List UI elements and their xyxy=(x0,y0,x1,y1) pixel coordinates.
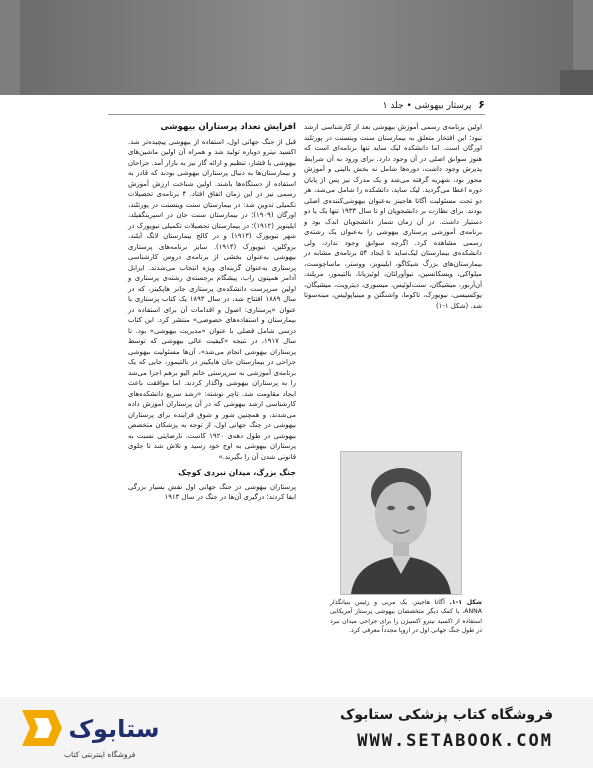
portrait-illustration xyxy=(341,452,461,594)
top-banner xyxy=(0,0,593,95)
logo-subtitle: فروشگاه اینترنتی کتاب xyxy=(64,750,136,759)
running-title: پرستار بیهوشی • جلد ۱ xyxy=(382,101,472,111)
page-number: ۶ xyxy=(478,98,485,111)
banner-shading xyxy=(20,0,573,95)
body-paragraph: پرستاران بیهوشی در جنگ جهانی اول نقش بسیار بزرگی ایفا کردند؛ درگیری آن‌ها در جنگ در سال ۱۹۱۳ xyxy=(128,482,296,501)
chapter-tab xyxy=(560,70,593,95)
caption-label: شکل ۱-۱. xyxy=(449,599,482,606)
shop-name: فروشگاه کتاب پزشکی ستابوک xyxy=(340,707,553,723)
logo-mark xyxy=(18,706,168,750)
header-rule xyxy=(108,114,485,115)
body-paragraph: قبل از جنگ جهانی اول، استفاده از بیهوشی پیچیده‌تر شد. اکسید نیترو دوباره تولید شد و همراه آن اولین ماشین‌های بیهوشی با فشار، تنظیم و ارائه گاز نیز به بازار آمد. جراحان و بیمارستان‌ها به دنبال پرستاران بیهوشی بودند که قادر به استفاده از دستگاه‌ها باشند. اولین شناخت ارزش آموزش رسمی نیز در این زمان اتفاق افتاد. ۴ برنامه‌ی تحصیلات تکمیلی تدوین شد: در بیمارستان سنت وینسنت در پورتلند، اورگان (۱۹۰۹)؛ در بیمارستان سنت جان در اسپرینگفیلد، ایلینویز (۱۹۱۲)؛ در بیمارستان تحصیلات تکمیلی نیویورک در شهر نیویورک (۱۹۱۳) و در کالج بیمارستان لانگ آیلند، بروکلین، نیویورک (۱۹۱۴). سایر برنامه‌های پرستاری بیهوشی به‌عنوان بخشی از برنامه‌ی دروس کارشناسی پرستاری به‌عنوان گزینه‌ای ویژه انتخاب می‌شدند. ایزابل آدامز همپتون راب، پیشگام برجسته‌ی رشته‌ی پرستاری و اولین سرپرست دانشکده‌ی پرستاری جانز هاپکینز، که در سال ۱۸۸۹ افتتاح شد، در سال ۱۸۹۳ یک کتاب پرستاری با عنوان «پرستاری: اصول و اقدامات آن برای استفاده در بیمارستان و استفاده‌های خصوصی» منتشر کرد. این کتاب درسی شامل فصلی با عنوان «مدیریت بیهوشی» بود. تا سال ۱۹۱۷، در نتیجه «کیفیت عالی بیهوشی که توسط پرستاران بیهوشی انجام می‌شد»، آن‌ها مسئولیت بیهوشی جراحی در بیمارستان جان هاپکینز در بالتیمور، جایی که یک برنامه‌ی آموزشی به سرپرستی خانم الیو برهم اجرا می‌شد را به پرستاران بیهوشی واگذار کردند. اما موافقت باعث ایجاد مقاومت شد. تاچر نوشته: «رشد سریع دانشکده‌های کارشناسی ارشد بیهوشی که در آن پرستاران آموزش داده می‌شدند، و همچنین شور و شوق فزاینده برای پرستاران بیهوشی در جنگ جهانی اول، از توجه به پزشکان متخصص بیهوشی در طول دهه‌ی ۱۹۲۰ کاست. نارضایتی نسبت به پرستاران بیهوشی به اوج خود رسید و تلاش شد تا جلوی قانونی شدن آن را بگیرند.» xyxy=(128,137,297,461)
portrait-photo xyxy=(340,451,462,595)
body-paragraph: اولین برنامه‌ی رسمی آموزش بیهوشی بعد از کارشناسی ارشد نبود؛ این افتخار متعلق به بیمارستان سنت وینسنت در پورتلند اورگان است. اما دانشکده لیک ساید تنها برنامه‌ای است که هنوز سوابق اصلی در آن وجود دارد. برای ورود به آن شرایط پذیرش وجود داشت، دوره‌ها شامل نه بخش بالینی و آموزش محور بود، شهریه گرفته می‌شد و یک مدرک نیز پس از پایان دوره اعطا می‌گردید. لیک ساید، دانشکده را شامل می‌شد، هر دو تحت مسئولیت آگاتا هاجینز به‌عنوان بیهوشی‌کننده‌ی اصلی بودند. برای نظارت بر دانشجویان او تا سال ۱۹۳۳ تنها یک یا دو دستیار داشت. در آن زمان شمار دانشجویان اندک بود و برنامه‌ی آموزشی پرستاری بیهوشی را به‌عنوان یک رشته‌ی رسمی مشاهده کرد. اگرچه سوابق وجود ندارد، ولی دانشکده‌ی بیمارستان لیک‌ساید تا ایجاد ۵۴ برنامه‌ی مشابه در بیمارستان‌های بزرگ شیکاگو، ایلینویز، ووستر، ماساچوست، میلواکی، ویسکانسین، نیوآورلئان، لوئیزیانا، بالتیمور، مریلند، آن‌آربور، میشیگان، سنت‌لوئیس، میسوری، دیترویت، میشیگان، پوکسیسی، نیویورک، تاکوما، واشنگتن و مینیاپولیس، مینه‌سوتا شد. (شکل ۱-۱) xyxy=(304,123,482,310)
logo-wordmark: ستابوک xyxy=(68,715,160,743)
shop-url[interactable]: WWW.SETABOOK.COM xyxy=(357,731,553,751)
running-header xyxy=(108,98,485,112)
right-column xyxy=(304,122,482,311)
caption-text: آگاتا هاجینز، یک مربی و رئیس بنیانگذار ANNA، با کمک دیگر متخصصان بیهوشی پرستار آمریکایی استفاده از اکسید نیترو اکسیژن را برای جراحی میدان نبرد در طول جنگ جهانی اول در اروپا مجدداً معرفی کرد. xyxy=(330,599,482,635)
setabook-logo xyxy=(18,706,168,766)
section-subheading: جنگ بزرگ، میدان نبردی کوچک xyxy=(178,468,296,477)
section-heading: افزایش تعداد پرستاران بیهوشی xyxy=(160,122,296,132)
left-column xyxy=(128,122,296,503)
figure-caption xyxy=(330,598,482,636)
